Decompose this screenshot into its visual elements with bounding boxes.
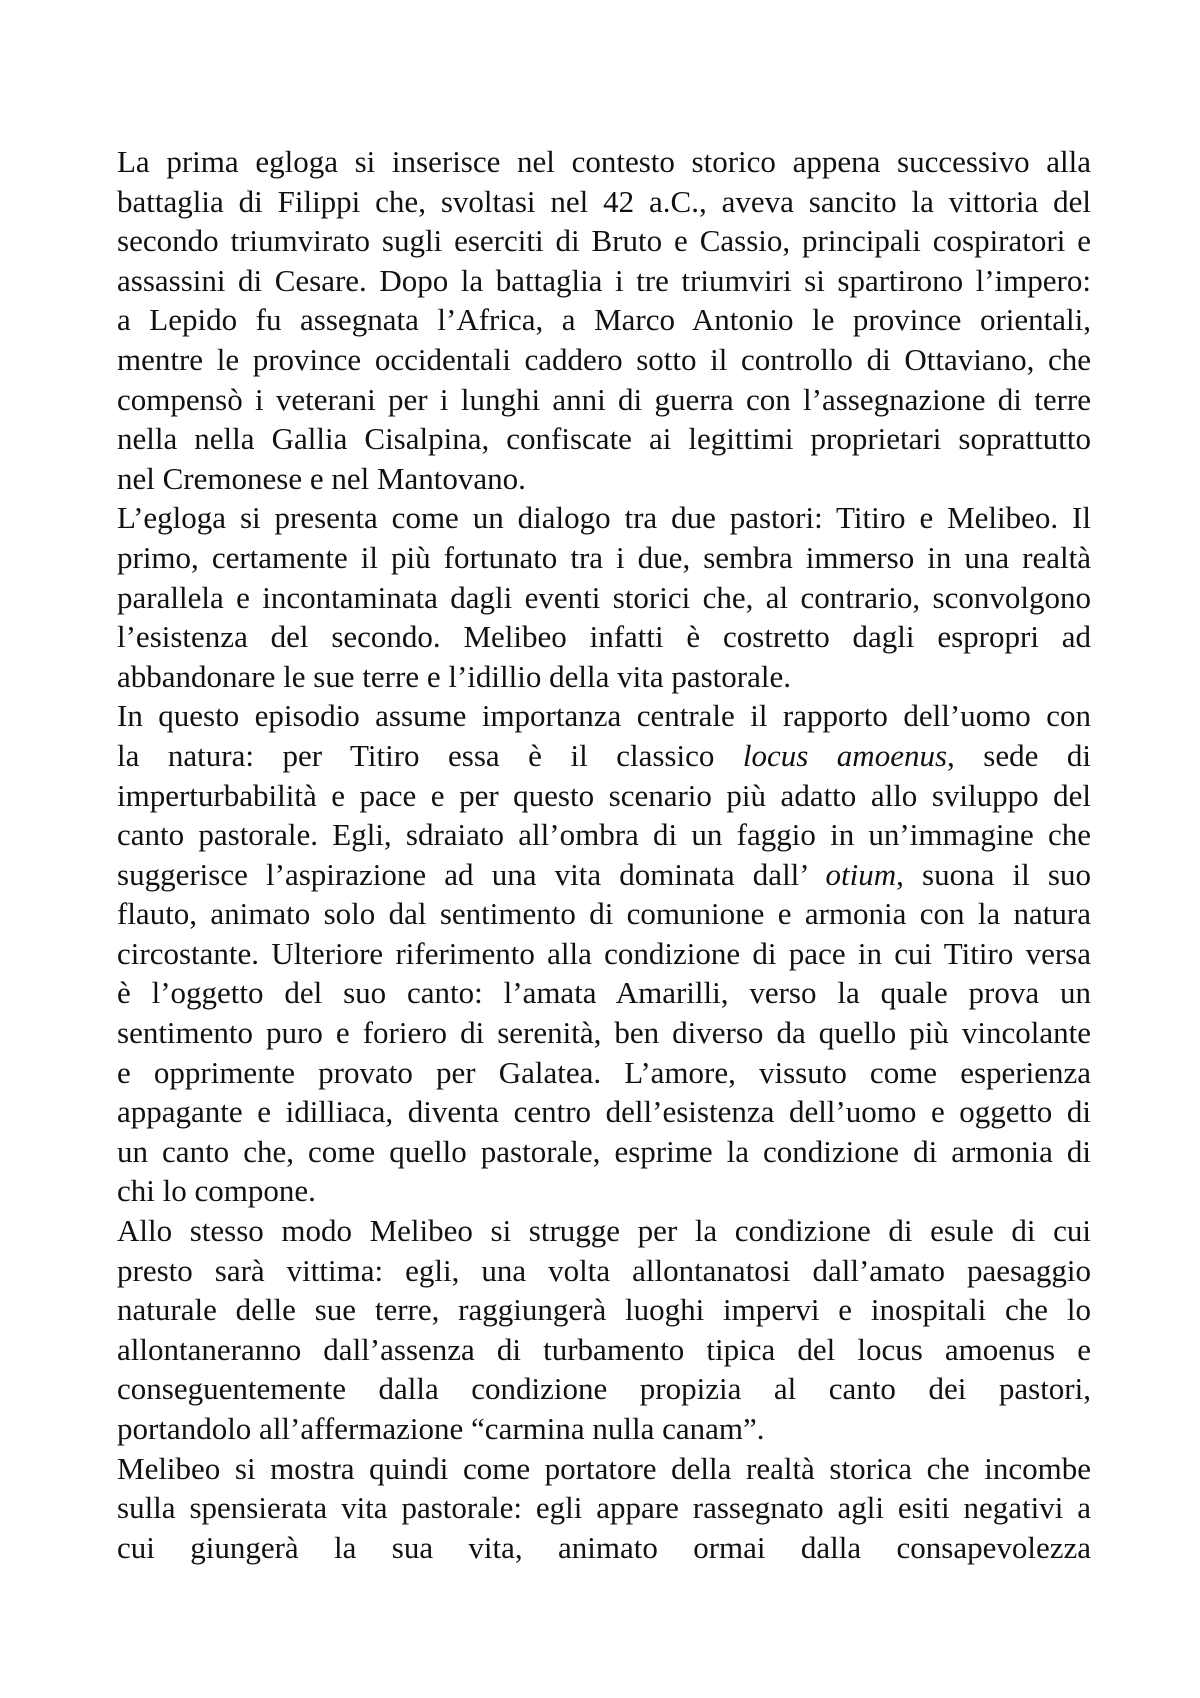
text-line: Allo stesso modo Melibeo si strugge per la condizione di esule di cui [117, 1213, 1091, 1249]
text-segment: suggerisce l’aspirazione ad una vita dominata dall’ [117, 856, 826, 892]
text-line: primo, certamente il più fortunato tra i due, sembra immerso in una realtà [117, 539, 1091, 575]
text-line: battaglia di Filippi che, svoltasi nel 42 a.C., aveva sancito la vittoria del [117, 183, 1091, 219]
text-line: assassini di Cesare. Dopo la battaglia i tre triumviri si spartirono l’impero: [117, 262, 1091, 298]
text-line: presto sarà vittima: egli, una volta allontanatosi dall’amato paesaggio [117, 1252, 1091, 1288]
text-line: a Lepido fu assegnata l’Africa, a Marco Antonio le province orientali, [117, 302, 1091, 338]
text-line: naturale delle sue terre, raggiungerà luoghi impervi e inospitali che lo [117, 1292, 1091, 1328]
text-line: allontaneranno dall’assenza di turbamento tipica del locus amoenus e [117, 1331, 1091, 1367]
text-line: compensò i veterani per i lunghi anni di guerra con l’assegnazione di terre [117, 381, 1091, 417]
text-line: e opprimente provato per Galatea. L’amore, vissuto come esperienza [117, 1054, 1091, 1090]
text-segment: la natura: per Titiro essa è il classico [117, 737, 743, 773]
text-line [117, 855, 1091, 895]
text-line: conseguentemente dalla condizione propizia al canto dei pastori, [117, 1371, 1091, 1407]
italic-term: locus amoenus [742, 737, 948, 773]
text-line: sulla spensierata vita pastorale: egli appare rassegnato agli esiti negativi a [117, 1490, 1091, 1526]
text-line: abbandonare le sue terre e l’idillio della vita pastorale. [117, 658, 791, 694]
text-segment: , suona il suo [896, 856, 1091, 892]
text-line: è l’oggetto del suo canto: l’amata Amarilli, verso la quale prova un [117, 975, 1091, 1011]
text-line: Melibeo si mostra quindi come portatore della realtà storica che incombe [117, 1450, 1091, 1486]
text-line: nella nella Gallia Cisalpina, confiscate ai legittimi proprietari soprattutto [117, 421, 1091, 457]
text-line: un canto che, come quello pastorale, esprime la condizione di armonia di [117, 1133, 1091, 1169]
text-segment: , sede di [947, 737, 1092, 773]
text-line: sentimento puro e foriero di serenità, ben diverso da quello più vincolante [117, 1015, 1091, 1051]
text-line: mentre le province occidentali caddero sotto il controllo di Ottaviano, che [117, 341, 1091, 377]
italic-term: otium [825, 856, 897, 892]
body-text [117, 142, 1091, 1567]
text-line: L’egloga si presenta come un dialogo tra due pastori: Titiro e Melibeo. Il [117, 500, 1091, 536]
text-line: l’esistenza del secondo. Melibeo infatti è costretto dagli espropri ad [117, 619, 1091, 655]
text-line: cui giungerà la sua vita, animato ormai dalla consapevolezza [117, 1529, 1091, 1565]
text-line: appagante e idilliaca, diventa centro dell’esistenza dell’uomo e oggetto di [117, 1094, 1091, 1130]
text-line: portandolo all’affermazione “carmina nulla canam”. [117, 1411, 765, 1446]
text-line: circostante. Ulteriore riferimento alla condizione di pace in cui Titiro versa [117, 935, 1091, 971]
text-line [117, 736, 1091, 776]
text-line: chi lo compone. [117, 1173, 316, 1209]
text-line: canto pastorale. Egli, sdraiato all’ombra di un faggio in un’immagine che [117, 817, 1091, 853]
text-line: secondo triumvirato sugli eserciti di Bruto e Cassio, principali cospiratori e [117, 223, 1091, 259]
text-line: nel Cremonese e nel Mantovano. [117, 460, 526, 496]
text-line: La prima egloga si inserisce nel contesto storico appena successivo alla [117, 144, 1091, 179]
text-line: parallela e incontaminata dagli eventi storici che, al contrario, sconvolgono [117, 579, 1091, 615]
text-line: imperturbabilità e pace e per questo scenario più adatto allo sviluppo del [117, 777, 1091, 813]
text-line: flauto, animato solo dal sentimento di comunione e armonia con la natura [117, 896, 1091, 932]
text-line: In questo episodio assume importanza centrale il rapporto dell’uomo con [117, 698, 1091, 734]
